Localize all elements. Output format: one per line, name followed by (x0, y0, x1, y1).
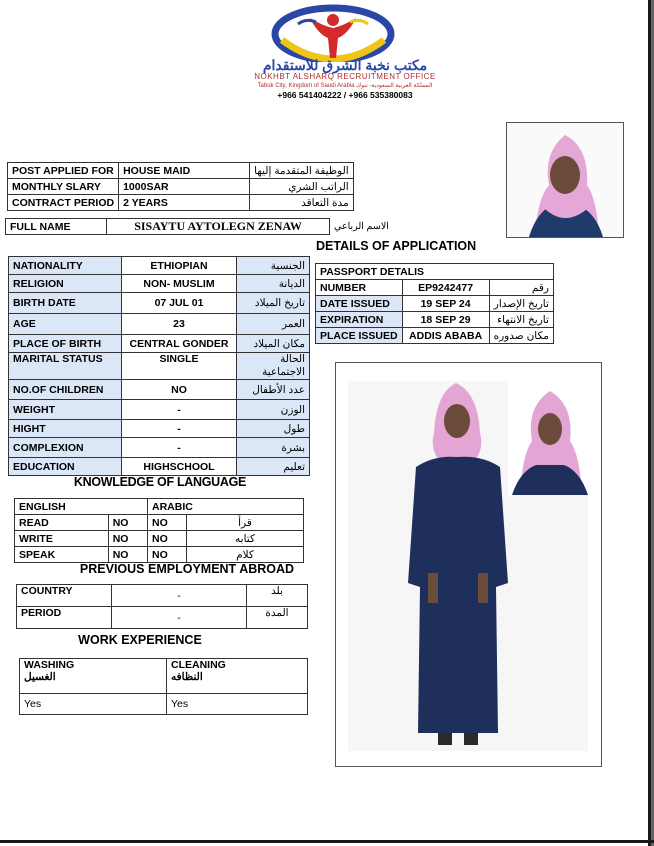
table-row (9, 335, 310, 353)
washing-arabic: الغسيل (24, 671, 56, 683)
passport-number-label: NUMBER (316, 280, 403, 296)
experience-heading: WORK EXPERIENCE (78, 633, 202, 647)
country-arabic: بلد (247, 585, 308, 607)
read-arabic: NO (148, 515, 187, 531)
portrait-image-icon (507, 123, 623, 237)
expiration-arabic: تاريخ الانتهاء (489, 312, 553, 328)
height-label: HIGHT (9, 420, 122, 438)
table-row (8, 195, 354, 211)
washing-cell (20, 659, 167, 694)
place-issued-arabic: مكان صدوره (489, 328, 553, 344)
country-value: - (112, 585, 247, 607)
contract-value: 2 YEARS (119, 195, 250, 211)
table-row (9, 293, 310, 314)
read-english: NO (108, 515, 147, 531)
period-value: - (112, 607, 247, 629)
cleaning-cell (167, 659, 308, 694)
table-row (8, 179, 354, 195)
table-row (9, 400, 310, 420)
salary-value: 1000SAR (119, 179, 250, 195)
height-value: - (122, 420, 237, 438)
cleaning-arabic: النظافه (171, 671, 203, 683)
table-row (9, 353, 310, 380)
washing-label: WASHING (24, 659, 75, 671)
page-border-bottom (0, 840, 654, 843)
period-arabic: المدة (247, 607, 308, 629)
cleaning-value: Yes (167, 694, 308, 715)
company-arabic-name: مكتب نخبة الشرق للاستقدام (262, 57, 428, 73)
cleaning-label: CLEANING (171, 659, 226, 671)
experience-table (19, 658, 308, 715)
table-row (316, 328, 554, 344)
full-name-value: SISAYTU AYTOLEGN ZENAW (107, 219, 330, 235)
speak-arabic: NO (148, 547, 187, 563)
expiration-value: 18 SEP 29 (402, 312, 489, 328)
read-arabic-label: قرأ (187, 515, 304, 531)
write-english: NO (108, 531, 147, 547)
full-name-label: FULL NAME (6, 219, 107, 235)
read-label: READ (15, 515, 109, 531)
arabic-header: ARABIC (148, 499, 304, 515)
birth-date-label: BIRTH DATE (9, 293, 122, 314)
table-row (9, 275, 310, 293)
date-issued-arabic: تاريخ الإصدار (489, 296, 553, 312)
children-value: NO (122, 380, 237, 400)
top-info-table (7, 162, 354, 211)
weight-arabic: الوزن (237, 400, 310, 420)
table-row (20, 694, 308, 715)
post-applied-value: HOUSE MAID (119, 163, 250, 179)
expiration-label: EXPIRATION (316, 312, 403, 328)
birth-date-arabic: تاريخ الميلاد (237, 293, 310, 314)
passport-title: PASSPORT DETALIS (316, 264, 554, 280)
full-body-image-icon (336, 363, 601, 766)
date-issued-label: DATE ISSUED (316, 296, 403, 312)
nationality-value: ETHIOPIAN (122, 257, 237, 275)
company-english-name: NOKHBT ALSHARQ RECRUITMENT OFFICE (254, 72, 436, 81)
complexion-arabic: بشرة (237, 438, 310, 458)
full-name-table (5, 218, 393, 235)
write-arabic: NO (148, 531, 187, 547)
write-arabic-label: كتابه (187, 531, 304, 547)
complexion-value: - (122, 438, 237, 458)
speak-arabic-label: كلام (187, 547, 304, 563)
table-row (15, 499, 304, 515)
table-row (8, 163, 354, 179)
weight-label: WEIGHT (9, 400, 122, 420)
washing-value: Yes (20, 694, 167, 715)
table-row (316, 264, 554, 280)
table-row (17, 585, 308, 607)
table-row (9, 380, 310, 400)
full-body-photo (335, 362, 602, 767)
table-row (20, 659, 308, 694)
religion-arabic: الديانة (237, 275, 310, 293)
passport-number-arabic: رقم (489, 280, 553, 296)
birth-place-value: CENTRAL GONDER (122, 335, 237, 353)
marital-status-value: SINGLE (122, 353, 237, 380)
post-applied-arabic: الوظيفة المتقدمة إليها (250, 163, 354, 179)
table-row (15, 531, 304, 547)
table-row (15, 515, 304, 531)
salary-label: MONTHLY SLARY (8, 179, 119, 195)
table-row (316, 280, 554, 296)
age-value: 23 (122, 314, 237, 335)
religion-value: NON- MUSLIM (122, 275, 237, 293)
education-value: HIGHSCHOOL (122, 458, 237, 476)
english-header: ENGLISH (15, 499, 148, 515)
address-arabic: المملكة العربية السعودية- تبوك (356, 83, 433, 89)
education-label: EDUCATION (9, 458, 122, 476)
language-heading: KNOWLEDGE OF LANGUAGE (73, 475, 247, 489)
write-label: WRITE (15, 531, 109, 547)
passport-table (315, 263, 554, 344)
table-row (9, 458, 310, 476)
table-row (9, 438, 310, 458)
speak-english: NO (108, 547, 147, 563)
table-row (17, 607, 308, 629)
passport-number-value: EP9242477 (402, 280, 489, 296)
table-row (6, 219, 393, 235)
country-label: COUNTRY (17, 585, 112, 607)
personal-table (8, 256, 310, 476)
age-label: AGE (9, 314, 122, 335)
post-applied-label: POST APPLIED FOR (8, 163, 119, 179)
full-name-arabic: الاسم الرباعي (334, 221, 389, 232)
place-issued-label: PLACE ISSUED (316, 328, 403, 344)
phone-numbers: +966 541404222 / +966 535380083 (277, 90, 413, 100)
logo-text (200, 58, 490, 100)
language-table (14, 498, 304, 563)
salary-arabic: الراتب الشري (250, 179, 354, 195)
birth-date-value: 07 JUL 01 (122, 293, 237, 314)
address-english: Tabuk City, Kingdom of Saudi Arabia (257, 83, 355, 89)
logo (268, 4, 398, 62)
portrait-photo (506, 122, 624, 238)
contract-arabic: مدة التعاقد (250, 195, 354, 211)
birth-place-label: PLACE OF BIRTH (9, 335, 122, 353)
height-arabic: طول (237, 420, 310, 438)
table-row (15, 547, 304, 563)
period-label: PERIOD (17, 607, 112, 629)
table-row (316, 296, 554, 312)
logo-emblem-icon (268, 4, 398, 62)
marital-status-arabic: الحالة الاجتماعية (237, 353, 310, 380)
children-arabic: عدد الأطفال (237, 380, 310, 400)
table-row (9, 257, 310, 275)
employment-table (16, 584, 308, 629)
details-heading: DETAILS OF APPLICATION (316, 239, 477, 253)
birth-place-arabic: مكان الميلاد (237, 335, 310, 353)
page-border-right (648, 0, 651, 846)
age-arabic: العمر (237, 314, 310, 335)
weight-value: - (122, 400, 237, 420)
date-issued-value: 19 SEP 24 (402, 296, 489, 312)
table-row (9, 420, 310, 438)
nationality-arabic: الجنسية (237, 257, 310, 275)
education-arabic: تعليم (237, 458, 310, 476)
contract-label: CONTRACT PERIOD (8, 195, 119, 211)
marital-status-label: MARITAL STATUS (9, 353, 122, 380)
table-row (9, 314, 310, 335)
speak-label: SPEAK (15, 547, 109, 563)
employment-heading: PREVIOUS EMPLOYMENT ABROAD (79, 562, 295, 576)
complexion-label: COMPLEXION (9, 438, 122, 458)
table-row (316, 312, 554, 328)
nationality-label: NATIONALITY (9, 257, 122, 275)
religion-label: RELIGION (9, 275, 122, 293)
place-issued-value: ADDIS ABABA (402, 328, 489, 344)
children-label: NO.OF CHILDREN (9, 380, 122, 400)
